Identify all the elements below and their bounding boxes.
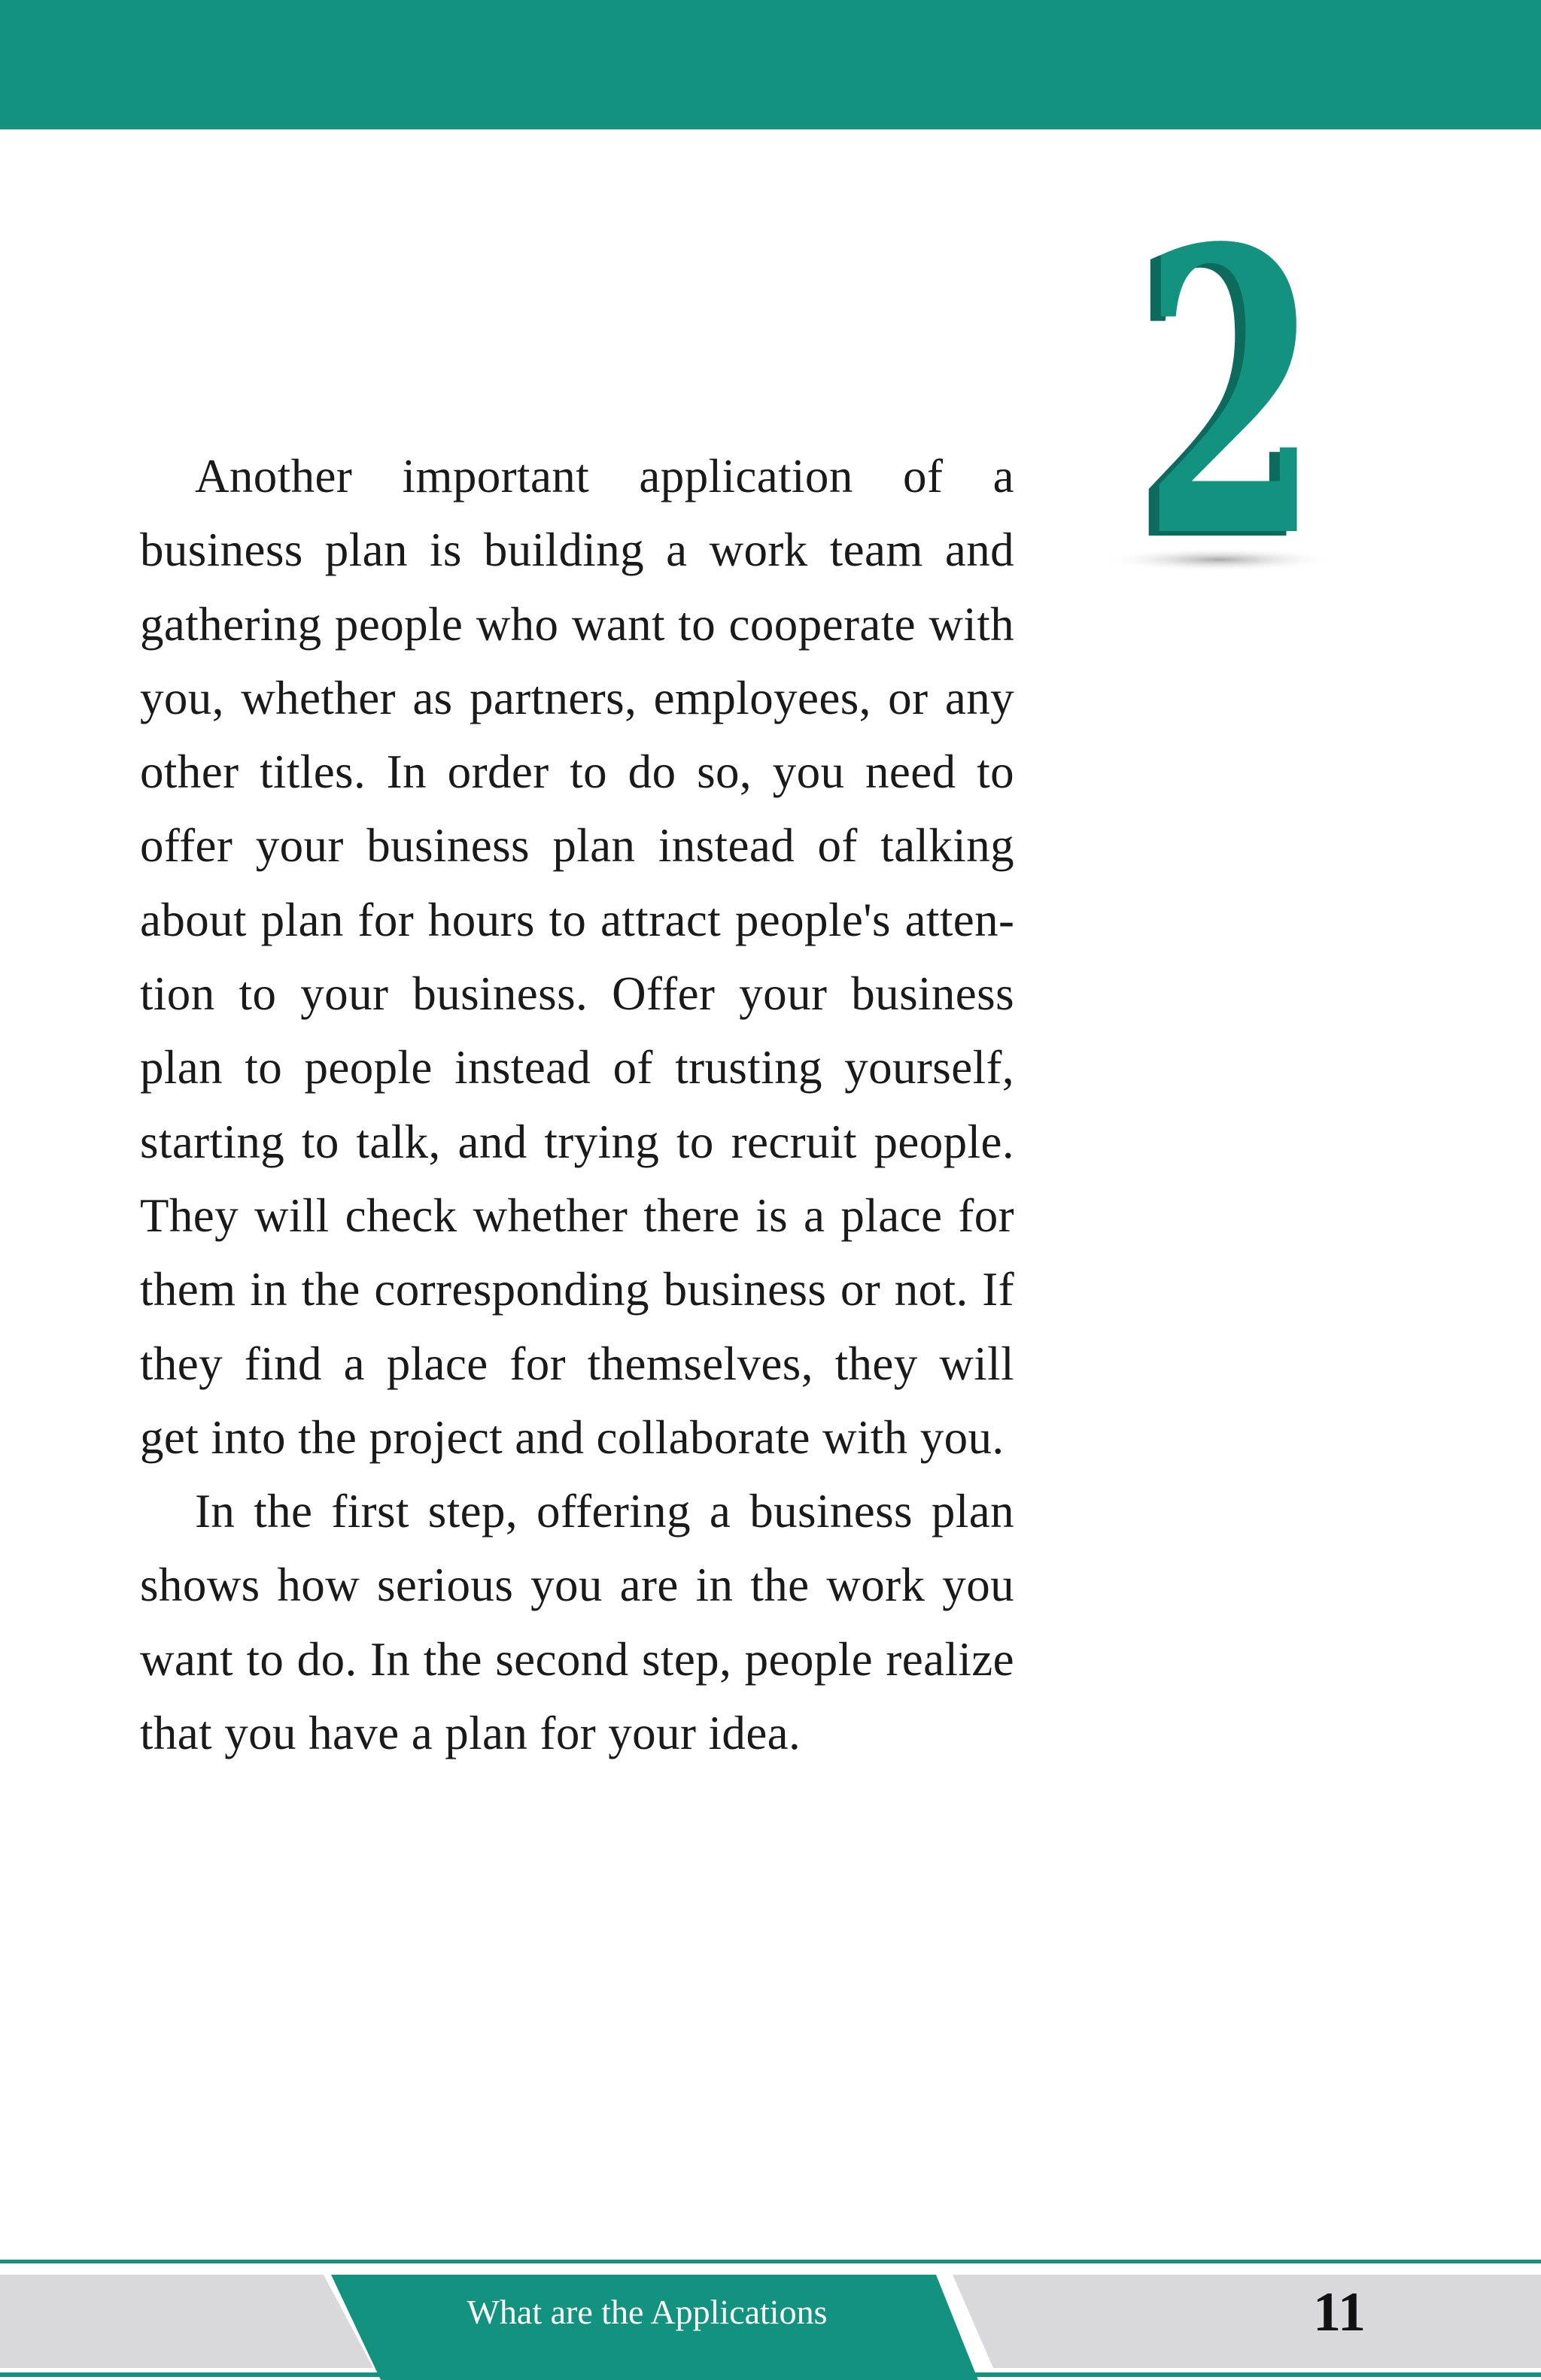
header-band <box>0 0 1541 129</box>
paragraph-1: Another important application of a business plan is building a work team and gathering people who want to cooperate with you, whether as partners, employees, or any other titles. In order to do so, you need to offer your business plan instead of talking about plan for hours to attract people's attention to your business. Offer your business plan to people instead of trusting yourself, starting to talk, and trying to recruit people. They will check whether there is a place for them in the corresponding business or not. If they find a place for themselves, they will get into the project and collaborate with you. <box>140 450 1014 1464</box>
footer-right-gray-panel <box>953 2275 1541 2368</box>
chapter-number-depth: 2 <box>1132 226 1309 572</box>
chapter-number-graphic <box>1106 226 1347 572</box>
page-number: 11 <box>1313 2281 1366 2343</box>
footer-title: What are the Applications <box>467 2293 828 2331</box>
paragraph-2: In the first step, offering a business plan shows how serious you are in the work you want to do. In the second step, people realize that you have a plan for your idea. <box>140 1485 1014 1760</box>
footer-left-gray-panel <box>0 2275 373 2368</box>
body-text <box>140 439 1014 1770</box>
chapter-number-face: 2 <box>1142 226 1320 572</box>
